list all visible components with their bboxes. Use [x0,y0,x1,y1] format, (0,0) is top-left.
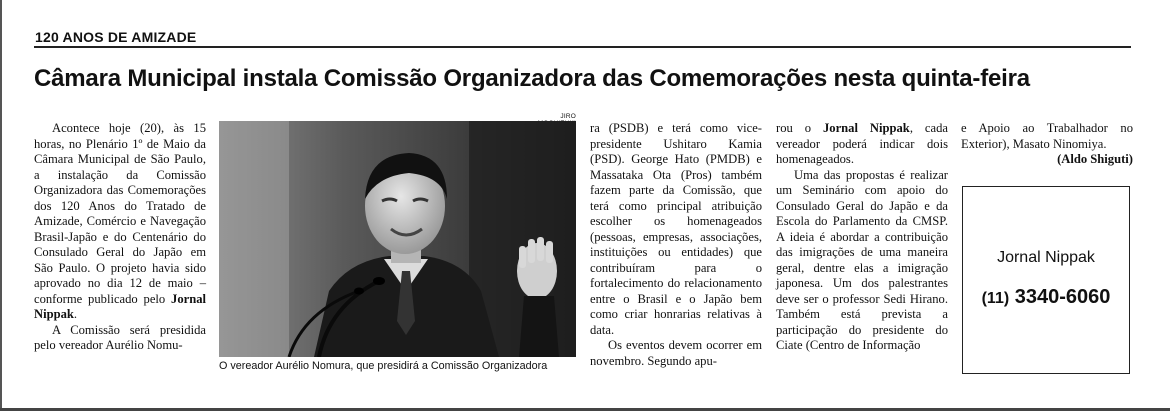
article-paragraph: Uma das propostas é realizar um Seminário com apoio do Consulado Geral do Japão e da Escola do Parlamento da CMSP. A ideia é abordar a contribuição das imigrações de uma maneira geral, dentre elas a imigração japonesa. Um dos palestrantes deve ser o professor Sedi Hirano. Também está prevista a participação do presidente do Ciate (Centro de Informação [776,167,948,352]
paragraph-text: . [73,307,78,321]
article-paragraph: Os eventos devem ocorrer em novembro. Segundo apu- [590,338,762,368]
page-left-border [0,0,2,411]
paragraph-text: , cada vereador poderá indicar dois homenageados. [776,121,948,166]
article-paragraph: A Comissão será presidida pelo vereador Aurélio Nomu- [34,322,206,352]
photo-aurelio-nomura [219,121,576,357]
ad-phone-digits: 3340-6060 [1014,286,1111,308]
photo-illustration [219,121,576,357]
paragraph-text: rou o [776,121,823,135]
article-column-4 [961,121,1133,168]
article-column-2 [590,121,762,369]
article-column-1 [34,121,206,354]
article-paragraph: ra (PSDB) e terá como vice-presidente Ushitaro Kamia (PSD). George Hato (PMDB) e Massataka Ota (Pros) também fazem parte da Comissão, que terá como principal atribuição escolher os homenageados (pessoas, empresas, associações, instituições ou entidades) que contribuíram para o fortalecimento do relacionamento entre o Brasil e o Japão bem como criar honrarias relativas à data. [590,121,762,337]
article-paragraph [776,121,948,168]
advertisement-box [962,186,1130,374]
newspaper-name: Jornal Nippak [34,291,206,321]
ad-company-name: Jornal Nippak [997,249,1095,266]
ad-phone-number [963,286,1129,309]
section-title: 120 ANOS DE AMIZADE [35,29,197,45]
section-divider [34,46,1131,48]
paragraph-text: Acontece hoje (20), às 15 horas, no Plenário 1º de Maio da Câmara Municipal de São Paulo, a instalação da Comissão Organizadora das Comemorações dos 120 Anos do Tratado de Amizade, Comércio e Navegação Brasil-Japão e do Centenário do Consulado Geral do Japão em São Paulo. O projeto havia sido aprovado no dia 12 de maio – conforme publicado pelo [34,121,206,306]
photo-caption: O vereador Aurélio Nomura, que presidirá a Comissão Organizadora [219,360,548,372]
photo-credit: JIRO [560,113,576,120]
article-headline: Câmara Municipal instala Comissão Organizadora das Comemorações nesta quinta-feira [34,65,1030,92]
article-column-3 [776,121,948,354]
article-paragraph: e Apoio ao Trabalhador no Exterior), Masato Ninomiya. [961,121,1133,151]
article-paragraph [34,121,206,323]
newspaper-name: Jornal Nippak [822,121,910,135]
ad-area-code: (11) [981,290,1010,307]
author-signature: (Aldo Shiguti) [1057,152,1133,166]
